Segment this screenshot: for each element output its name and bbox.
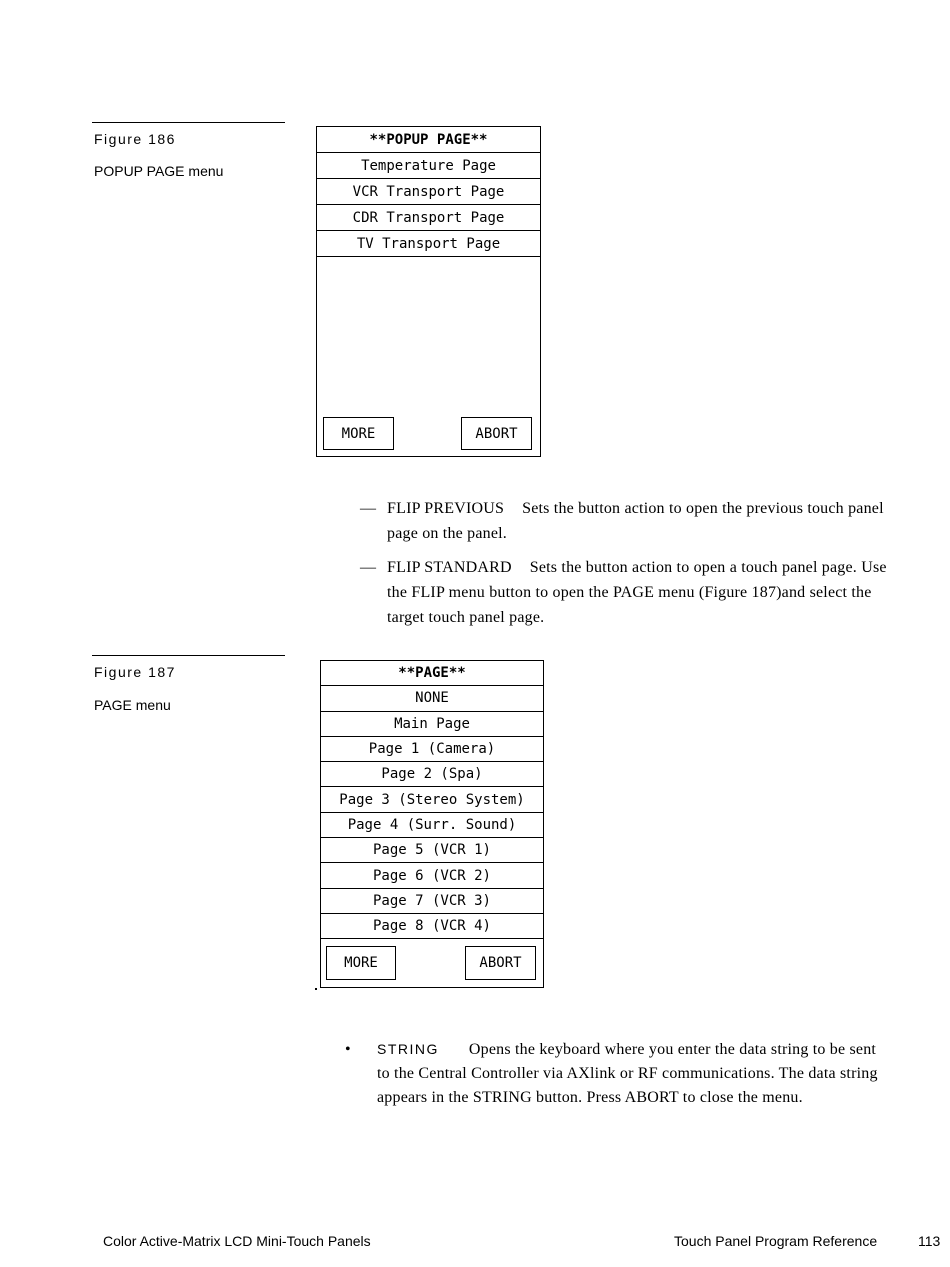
figure-186-label: Figure 186	[94, 131, 176, 147]
popup-page-menu-title: **POPUP PAGE**	[317, 127, 540, 153]
stray-dot	[315, 988, 317, 990]
page-menu-title: **PAGE**	[321, 661, 543, 686]
figure-187-rule	[92, 655, 285, 656]
string-term: STRING	[377, 1041, 439, 1057]
figure-186-caption: POPUP PAGE menu	[94, 163, 224, 179]
menu-item-page-3[interactable]: Page 3 (Stereo System)	[321, 787, 543, 812]
footer-title: Color Active-Matrix LCD Mini-Touch Panels	[103, 1233, 371, 1249]
flip-previous-line-2: page on the panel.	[387, 525, 507, 542]
menu-item-none[interactable]: NONE	[321, 686, 543, 711]
abort-button[interactable]: ABORT	[461, 417, 532, 450]
menu-item-temperature-page[interactable]: Temperature Page	[317, 153, 540, 179]
flip-previous-text-1: Sets the button action to open the previous touch panel	[522, 500, 884, 517]
menu-item-page-6[interactable]: Page 6 (VCR 2)	[321, 863, 543, 888]
menu-item-vcr-transport-page[interactable]: VCR Transport Page	[317, 179, 540, 205]
menu-item-page-7[interactable]: Page 7 (VCR 3)	[321, 889, 543, 914]
more-button[interactable]: MORE	[326, 946, 396, 980]
flip-standard-text-1: Sets the button action to open a touch panel page. Use	[529, 559, 887, 576]
page-menu	[320, 660, 544, 988]
string-text-1: Opens the keyboard where you enter the data string to be sent	[468, 1041, 877, 1058]
menu-item-main-page[interactable]: Main Page	[321, 712, 543, 737]
menu-item-page-8[interactable]: Page 8 (VCR 4)	[321, 914, 543, 939]
abort-button[interactable]: ABORT	[465, 946, 536, 980]
string-bullet: •	[345, 1041, 351, 1058]
more-button[interactable]: MORE	[323, 417, 394, 450]
popup-page-menu	[316, 126, 541, 457]
string-line-2: to the Central Controller via AXlink or RF communications. The data string	[377, 1065, 878, 1082]
flip-previous-term: FLIP PREVIOUS	[387, 500, 505, 517]
figure-187-label: Figure 187	[94, 664, 176, 680]
menu-item-page-1[interactable]: Page 1 (Camera)	[321, 737, 543, 762]
figure-186-rule	[92, 122, 285, 123]
menu-item-page-4[interactable]: Page 4 (Surr. Sound)	[321, 813, 543, 838]
menu-item-page-5[interactable]: Page 5 (VCR 1)	[321, 838, 543, 863]
flip-standard-dash: —	[360, 559, 376, 576]
flip-standard-term: FLIP STANDARD	[387, 559, 512, 576]
string-line-1	[377, 1037, 876, 1062]
menu-item-cdr-transport-page[interactable]: CDR Transport Page	[317, 205, 540, 231]
flip-previous-line-1	[387, 496, 884, 521]
string-line-3: appears in the STRING button. Press ABORT to close the menu.	[377, 1089, 803, 1106]
page-number: 113	[918, 1233, 941, 1249]
figure-187-caption: PAGE menu	[94, 697, 171, 713]
flip-standard-line-1	[387, 555, 887, 580]
flip-previous-dash: —	[360, 500, 376, 517]
flip-standard-line-3: target touch panel page.	[387, 609, 545, 626]
menu-item-page-2[interactable]: Page 2 (Spa)	[321, 762, 543, 787]
menu-item-tv-transport-page[interactable]: TV Transport Page	[317, 231, 540, 257]
footer-section: Touch Panel Program Reference	[674, 1233, 878, 1249]
flip-standard-line-2: the FLIP menu button to open the PAGE menu (Figure 187)and select the	[387, 584, 872, 601]
